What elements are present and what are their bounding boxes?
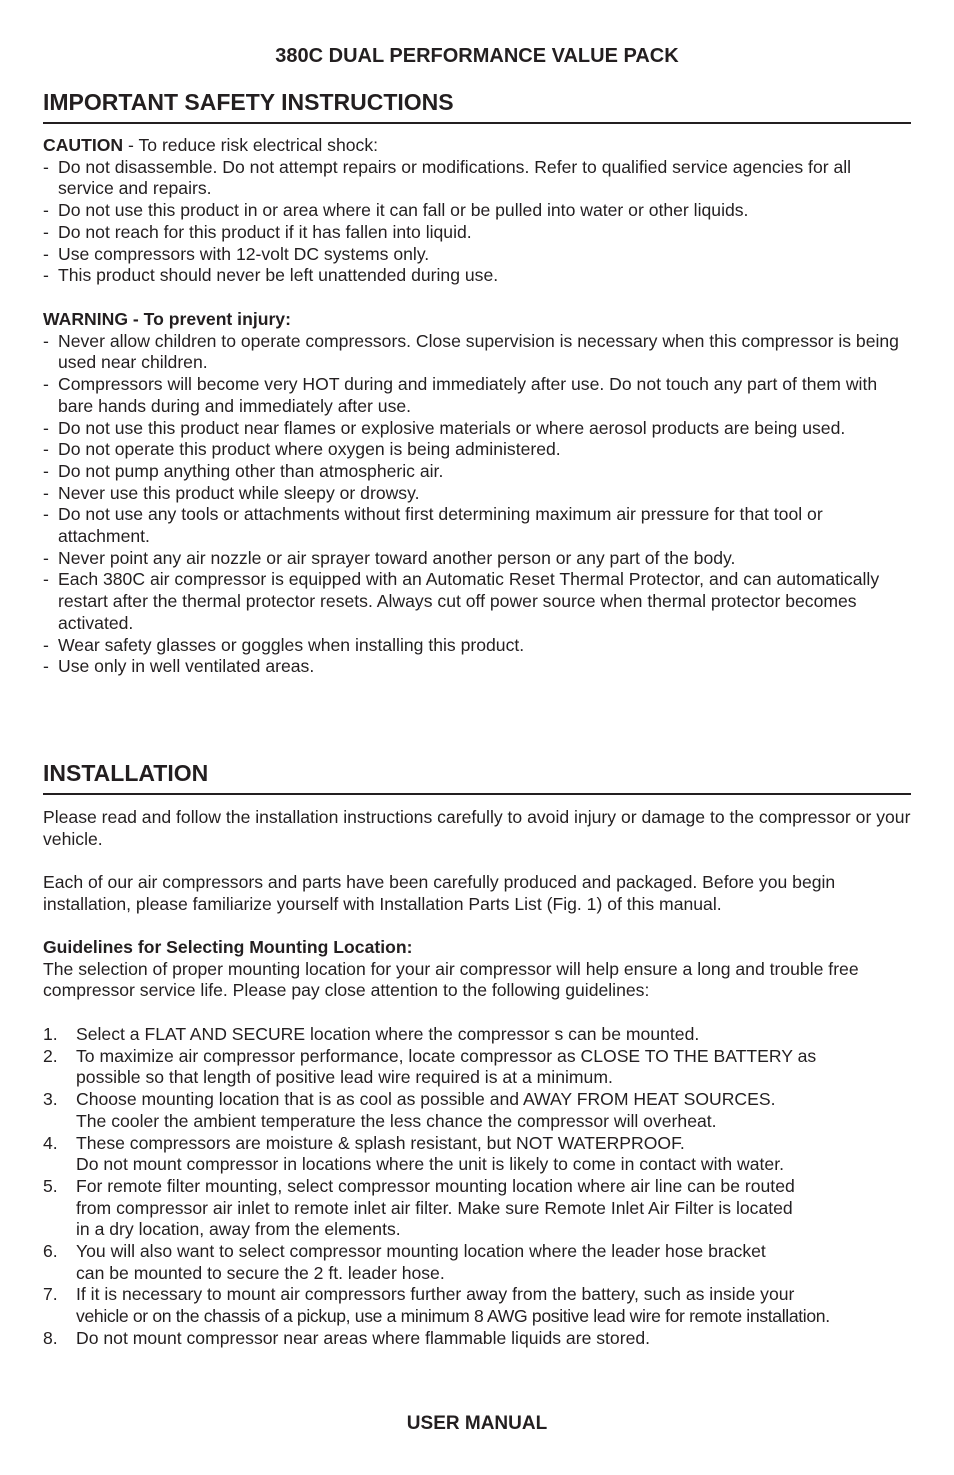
list-item: - Do not use this product in or area where it can fall or be pulled into water or other liquids. (43, 200, 911, 222)
caution-label: CAUTION (43, 135, 124, 155)
guidelines-intro: The selection of proper mounting location for your air compressor will help ensure a long and trouble free compressor service life. Please pay close attention to the following guidelines: (43, 958, 859, 1001)
guidelines-heading: Guidelines for Selecting Mounting Location: (43, 937, 413, 957)
step-line: If it is necessary to mount air compressors further away from the battery, such as inside your (76, 1284, 795, 1305)
list-item: - Use only in well ventilated areas. (43, 656, 911, 678)
list-item: - Do not reach for this product if it has fallen into liquid. (43, 222, 911, 244)
step-item (43, 1328, 911, 1350)
step-line: in a dry location, away from the elements. (76, 1219, 401, 1240)
installation-parts-note (43, 872, 911, 915)
list-item: - Wear safety glasses or goggles when installing this product. (43, 635, 911, 657)
list-item: - Each 380C air compressor is equipped with an Automatic Reset Thermal Protector, and can automatically restart after the thermal protector resets. Always cut off power source when thermal protector becomes activated. (43, 569, 911, 634)
installation-parts-paragraph: Each of our air compressors and parts have been carefully produced and packaged. Before you begin installation, please familiarize yourself with Installation Parts List (Fig. 1) of this manual. (43, 872, 836, 914)
list-item: - Do not operate this product where oxygen is being administered. (43, 439, 911, 461)
step-item (43, 1024, 911, 1046)
list-item: - Compressors will become very HOT during and immediately after use. Do not touch any part of them with bare hands during and immediately after use. (43, 374, 911, 417)
list-item: - Do not pump anything other than atmospheric air. (43, 461, 911, 483)
installation-intro (43, 807, 911, 850)
list-item: - Do not use this product near flames or explosive materials or where aerosol products are being used. (43, 418, 911, 440)
list-item: - This product should never be left unattended during use. (43, 265, 911, 287)
safety-heading: IMPORTANT SAFETY INSTRUCTIONS (43, 88, 911, 124)
installation-heading: INSTALLATION (43, 759, 911, 795)
list-item: - Use compressors with 12-volt DC systems only. (43, 244, 911, 266)
step-number: 6. (43, 1241, 58, 1262)
step-number: 7. (43, 1284, 58, 1305)
document-title: 380C DUAL PERFORMANCE VALUE PACK (275, 45, 679, 67)
installation-intro-paragraph: Please read and follow the installation instructions carefully to avoid injury or damage to the compressor or your vehicle. (43, 807, 911, 849)
list-item: - Never use this product while sleepy or drowsy. (43, 483, 911, 505)
step-line: These compressors are moisture & splash resistant, but NOT WATERPROOF. (76, 1132, 685, 1153)
step-line: possible so that length of positive lead wire required is at a minimum. (76, 1067, 613, 1088)
step-line: from compressor air inlet to remote inlet air filter. Make sure Remote Inlet Air Filter is located (76, 1197, 793, 1218)
step-number: 5. (43, 1175, 58, 1196)
warning-label: WARNING - To prevent injury: (43, 309, 291, 329)
step-item (43, 1284, 911, 1327)
warning-section (43, 309, 911, 678)
caution-section (43, 135, 911, 287)
step-item (43, 1241, 911, 1284)
step-number: 2. (43, 1045, 58, 1066)
step-line: To maximize air compressor performance, locate compressor as CLOSE TO THE BATTERY as (76, 1045, 817, 1066)
step-number: 3. (43, 1089, 58, 1110)
footer-label: USER MANUAL (406, 1413, 548, 1434)
step-line: can be mounted to secure the 2 ft. leader hose. (76, 1262, 445, 1283)
step-item (43, 1176, 911, 1241)
warning-list (43, 331, 911, 678)
caution-list (43, 157, 911, 287)
step-line: Do not mount compressor near areas where flammable liquids are stored. (76, 1327, 651, 1348)
list-item: - Never allow children to operate compressors. Close supervision is necessary when this compressor is being used near children. (43, 331, 911, 374)
step-item (43, 1089, 911, 1132)
guidelines-steps (43, 1024, 911, 1350)
step-number: 4. (43, 1132, 58, 1153)
step-item (43, 1133, 911, 1176)
step-number: 8. (43, 1327, 58, 1348)
step-item (43, 1046, 911, 1089)
step-number: 1. (43, 1024, 58, 1044)
caution-text: - To reduce risk electrical shock: (123, 135, 379, 155)
step-line: Choose mounting location that is as cool as possible and AWAY FROM HEAT SOURCES. (76, 1089, 776, 1110)
list-item: - Never point any air nozzle or air sprayer toward another person or any part of the body. (43, 548, 911, 570)
list-item: - Do not use any tools or attachments without first determining maximum air pressure for that tool or attachment. (43, 504, 911, 547)
step-line: The cooler the ambient temperature the less chance the compressor will overheat. (76, 1110, 717, 1131)
step-line: You will also want to select compressor mounting location where the leader hose bracket (76, 1241, 766, 1262)
step-line: Do not mount compressor in locations where the unit is likely to come in contact with water. (76, 1154, 784, 1175)
step-line: vehicle or on the chassis of a pickup, use a minimum 8 AWG positive lead wire for remote installation. (76, 1306, 830, 1327)
caution-intro (43, 135, 911, 157)
guidelines-section (43, 937, 911, 1002)
step-line: For remote filter mounting, select compressor mounting location where air line can be routed (76, 1175, 795, 1196)
step-line: Select a FLAT AND SECURE location where the compressor s can be mounted. (76, 1024, 700, 1044)
numbered-steps (43, 1024, 911, 1350)
list-item: - Do not disassemble. Do not attempt repairs or modifications. Refer to qualified service agencies for all service and repairs. (43, 157, 911, 200)
